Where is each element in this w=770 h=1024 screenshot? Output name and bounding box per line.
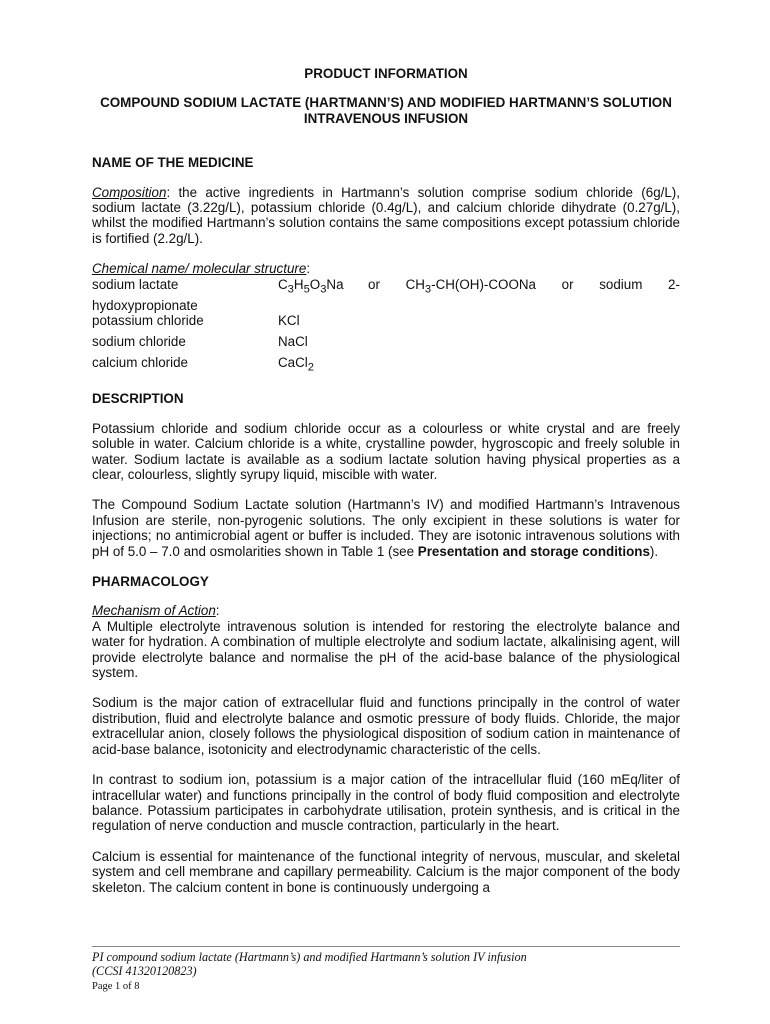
pharmacology-paragraph-4: Calcium is essential for maintenance of the functional integrity of nervous, muscular, and skeletal system and cell membrane and capillary permeability. Calcium is the major component of the body skeleton. The calcium content in bone is continuously undergoing a bbox=[92, 848, 680, 895]
chem-formula: $C_3H_5O_3Na$ bbox=[278, 276, 344, 296]
composition-text: : the active ingredients in Hartmann’s solution comprise sodium chloride (6g/L), sodium lactate (3.22g/L), potassium chloride (0.4g/L), and calcium chloride dihydrate (0.27g/L), whilst the modified Hartmann’s solution contains the same compositions except potassium chloride is fortified (2.2g/L). bbox=[92, 184, 680, 246]
page-footer bbox=[92, 946, 680, 994]
pharmacology-paragraph-2: Sodium is the major cation of extracellular fluid and functions principally in the control of water distribution, fluid and electrolyte balance and osmotic pressure of body fluids. Chloride, the major extracellular anion, closely follows the physiological disposition of sodium cation in maintenance of acid-base balance, isotonicity and electrodynamic characteristic of the cells. bbox=[92, 695, 680, 757]
chem-label: Chemical name/ molecular structure bbox=[92, 261, 307, 277]
composition-label: Composition bbox=[92, 184, 167, 200]
chem-name: potassium chloride bbox=[92, 313, 204, 329]
description-paragraph-1: Potassium chloride and sodium chloride occur as a colourless or white crystal and are freely soluble in water. Calcium chloride is a white, crystalline powder, hygroscopic and freely soluble in water. Sodium lactate is available as a sodium lactate solution having physical properties as a clear, colourless, slightly syrupy liquid, miscible with water. bbox=[92, 420, 680, 482]
heading-description: DESCRIPTION bbox=[92, 391, 184, 407]
cross-reference: Presentation and storage conditions bbox=[417, 543, 650, 559]
chem-label-colon: : bbox=[306, 261, 311, 277]
chem-row-sodium-lactate bbox=[92, 277, 680, 298]
heading-pharmacology: PHARMACOLOGY bbox=[92, 574, 209, 590]
chem-formula: NaCl bbox=[278, 334, 308, 350]
chem-formula: CaCl$_2$ bbox=[278, 355, 314, 374]
chem-alternates bbox=[362, 277, 680, 298]
chem-structural-formula: $CH_3-CH(OH)$-COONa bbox=[405, 276, 537, 296]
chem-or: or bbox=[368, 276, 380, 292]
chem-row bbox=[92, 355, 680, 376]
chem-iupac-continuation: hydoxypropionate bbox=[92, 297, 198, 313]
chem-name: sodium lactate bbox=[92, 276, 179, 292]
chem-formula: KCl bbox=[278, 313, 300, 329]
chem-name: sodium chloride bbox=[92, 334, 186, 350]
chem-or: or bbox=[561, 276, 574, 292]
chem-row bbox=[92, 313, 680, 334]
description-paragraph-2: The Compound Sodium Lactate solution (Hartmann’s IV) and modified Hartmann’s Intravenous Infusion are sterile, non-pyrogenic solutions. The only excipient in these solutions is water for injections; no antimicrobial agent or buffer is included. They are isotonic intravenous solutions with pH of 5.0 – 7.0 and osmolarities shown in Table 1 (see Presentation and storage conditions). bbox=[92, 497, 680, 559]
pharmacology-paragraph-1: A Multiple electrolyte intravenous solution is intended for restoring the electrolyte balance and water for hydration. A combination of multiple electrolyte and sodium lactate, alkalinising agent, will provide electrolyte balance and normalise the pH of the acid-base balance of the physiological system. bbox=[92, 618, 680, 681]
chem-label-line bbox=[92, 261, 680, 276]
document-body bbox=[92, 66, 680, 910]
mechanism-label: Mechanism of Action bbox=[92, 603, 216, 619]
mechanism-label-line: Mechanism of Action: bbox=[92, 603, 220, 619]
page-number: Page 1 of 8 bbox=[92, 981, 140, 992]
chem-iupac-part: 2- bbox=[668, 276, 680, 292]
document-subtitle: COMPOUND SODIUM LACTATE (HARTMANN’S) AND MODIFIED HARTMANN’S SOLUTION INTRAVENOUS INFUSION bbox=[100, 95, 672, 126]
composition-paragraph bbox=[92, 185, 680, 247]
chem-iupac-part: sodium bbox=[599, 276, 643, 292]
chem-row bbox=[92, 334, 680, 355]
heading-name-of-medicine: NAME OF THE MEDICINE bbox=[92, 155, 254, 171]
pharmacology-paragraph-3: In contrast to sodium ion, potassium is a major cation of the intracellular fluid (160 mEq/liter of intracellular water) and functions principally in the control of body fluid composition and electrolyte balance. Potassium participates in carbohydrate utilisation, protein synthesis, and is critical in the regulation of nerve conduction and muscle contraction, particularly in the heart. bbox=[92, 772, 680, 834]
footer-code: (CCSI 41320120823) bbox=[92, 964, 197, 978]
footer-title: PI compound sodium lactate (Hartmann’s) and modified Hartmann’s solution IV infusion bbox=[92, 950, 527, 964]
chemical-structure-block bbox=[92, 261, 680, 376]
chem-name: calcium chloride bbox=[92, 355, 189, 371]
document-title: PRODUCT INFORMATION bbox=[304, 66, 468, 81]
